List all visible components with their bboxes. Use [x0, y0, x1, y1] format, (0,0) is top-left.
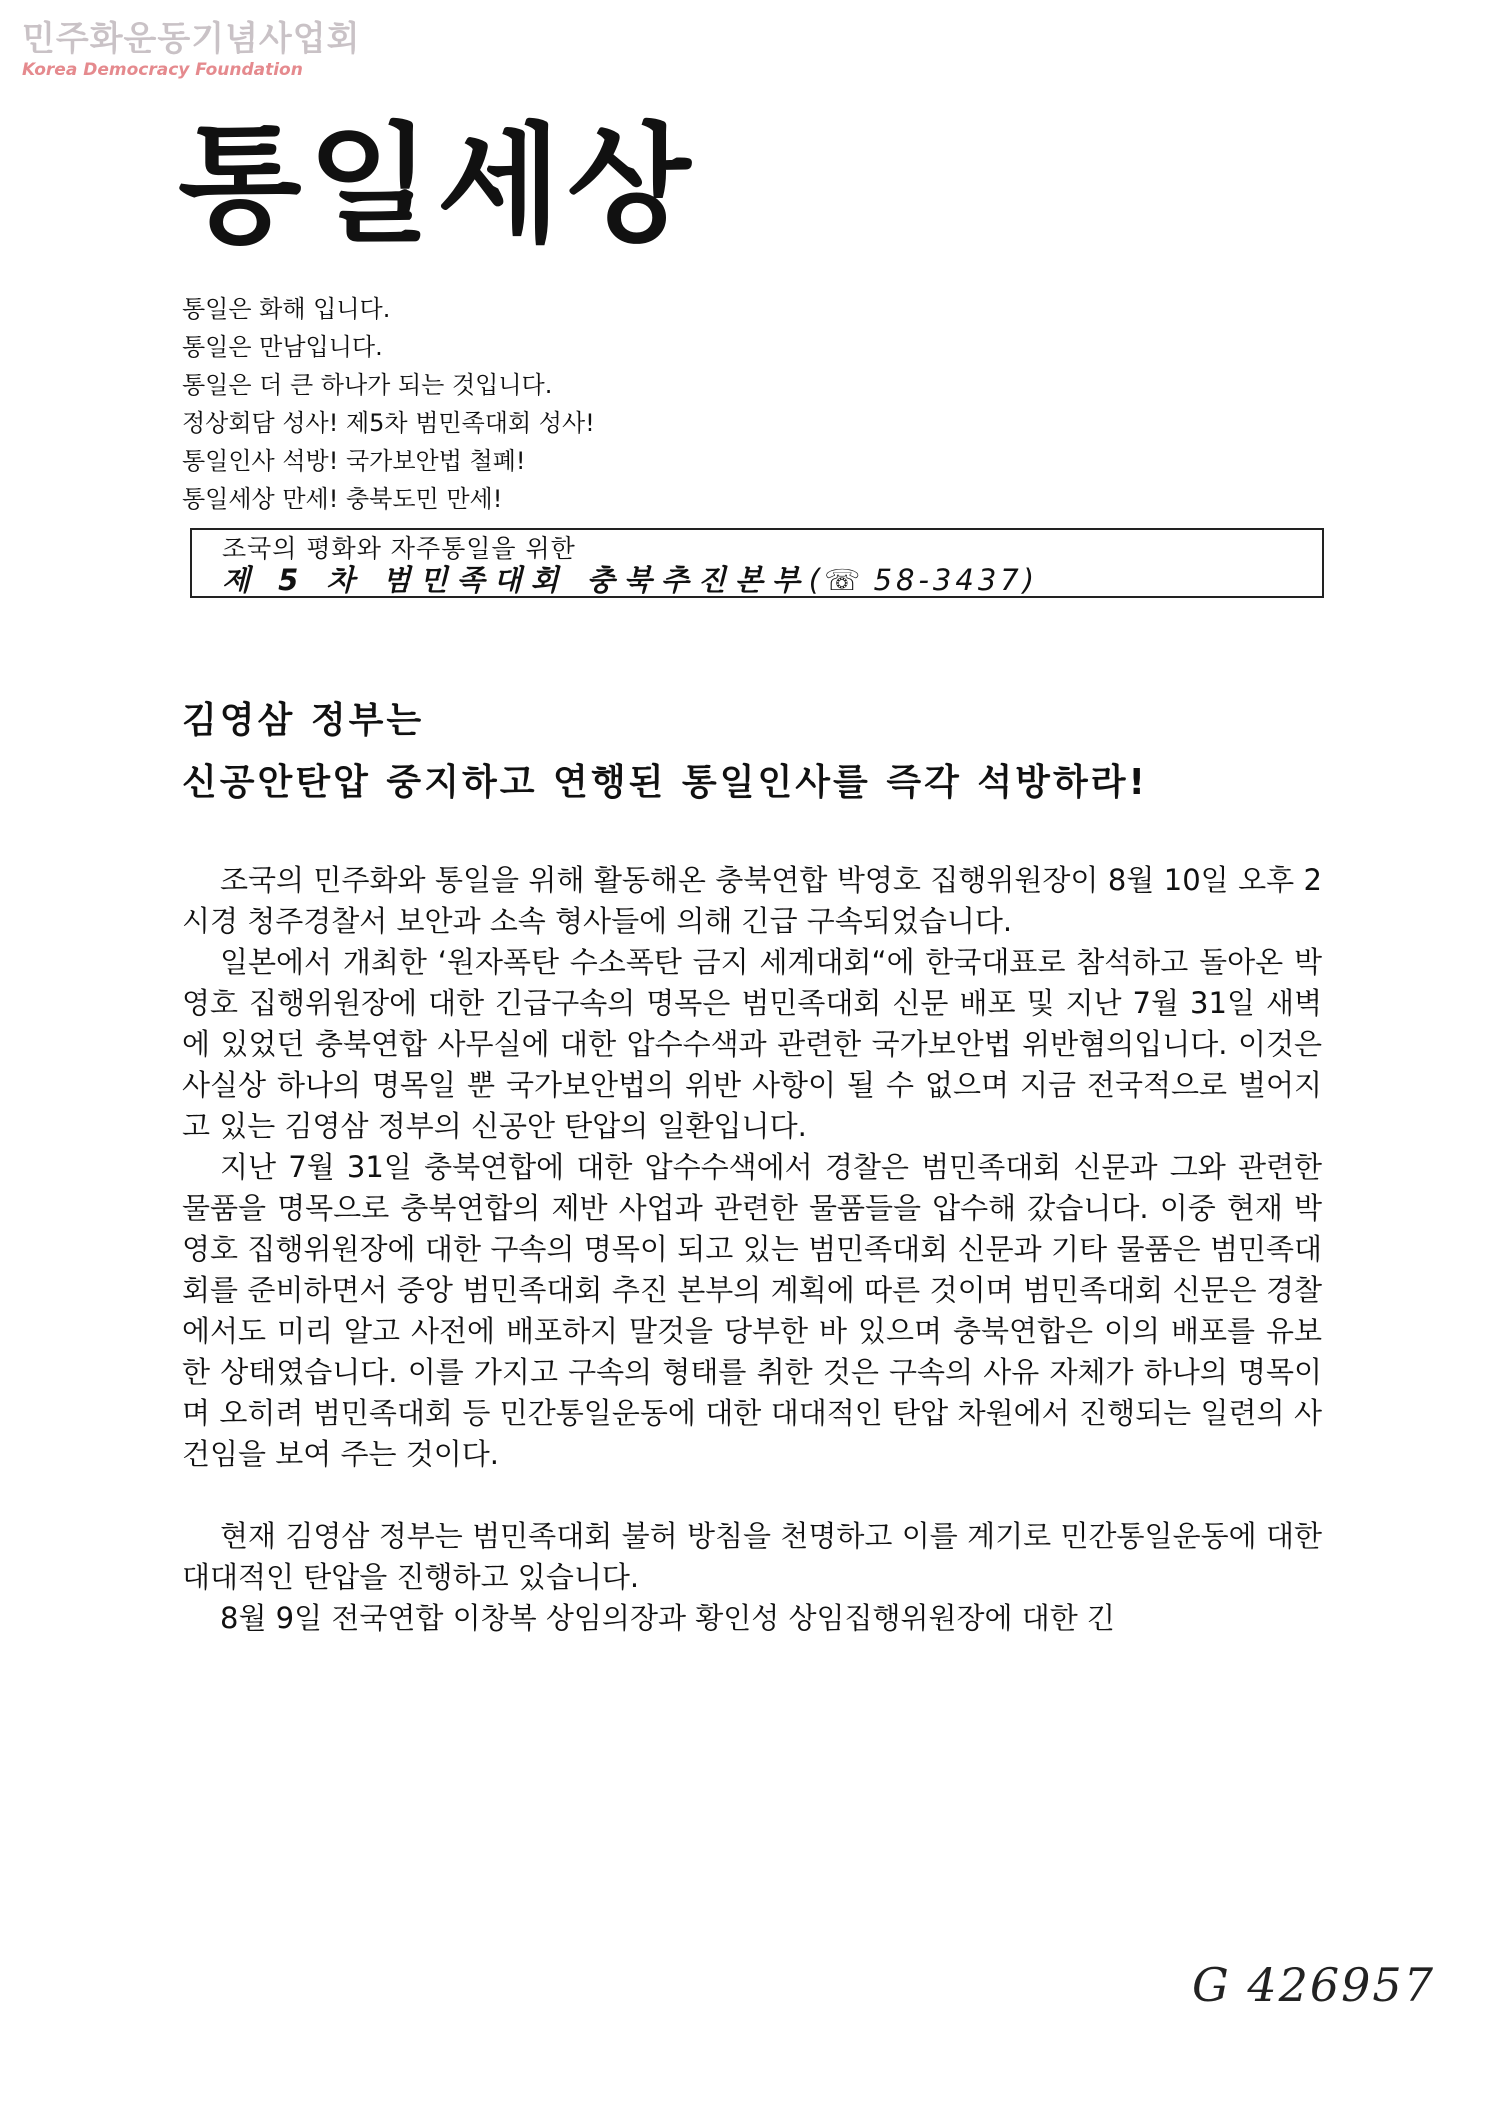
organization-phone-group: (☏ 58-3437): [808, 563, 1039, 597]
organization-name-line: [222, 564, 1322, 596]
headline-line-1: 김영삼 정부는: [182, 700, 425, 741]
slogan-line: 통일은 화해 입니다.: [182, 295, 391, 323]
body-paragraph: 일본에서 개최한 ‘원자폭탄 수소폭탄 금지 세계대회“에 한국대표로 참석하고 돌아온 박영호 집행위원장에 대한 긴급구속의 명목은 범민족대회 신문 배포 및 지난 7월 31일 새벽에 있었던 충북연합 사무실에 대한 압수수색과 관련한 국가보안법 위반혐의입니다. 이것은 사실상 하나의 명목일 뿐 국가보안법의 위반 사항이 될 수 없으며 지금 전국적으로 벌어지고 있는 김영삼 정부의 신공안 탄압의 일환입니다.: [182, 945, 1322, 1143]
organization-box: [190, 528, 1324, 598]
organization-subtitle: 조국의 평화와 자주통일을 위한: [222, 534, 576, 563]
body-text: [182, 860, 1322, 1639]
slogan-line: 통일세상 만세! 충북도민 만세!: [182, 485, 503, 513]
headline-line-2: 신공안탄압 중지하고 연행된 통일인사를 즉각 석방하라!: [182, 762, 1148, 803]
slogan-line: 통일은 더 큰 하나가 되는 것입니다.: [182, 371, 553, 399]
body-paragraph: 8월 9일 전국연합 이창복 상임의장과 황인성 상임집행위원장에 대한 긴: [220, 1601, 1116, 1635]
archive-number: G 426957: [1192, 1958, 1435, 2012]
slogan-line: 정상회담 성사! 제5차 범민족대회 성사!: [182, 409, 595, 437]
body-paragraph: 지난 7월 31일 충북연합에 대한 압수수색에서 경찰은 범민족대회 신문과 그와 관련한 물품을 명목으로 충북연합의 제반 사업과 관련한 물품들을 압수해 갔습니다. 이중 현재 박영호 집행위원장에 대한 구속의 명목이 되고 있는 범민족대회 신문과 기타 물품은 범민족대회를 준비하면서 중앙 범민족대회 추진 본부의 계획에 따른 것이며 범민족대회 신문은 경찰에서도 미리 알고 사전에 배포하지 말것을 당부한 바 있으며 충북연합은 이의 배포를 유보한 상태였습니다. 이를 가지고 구속의 형태를 취한 것은 구속의 사유 자체가 하나의 명목이며 오히려 범민족대회 등 민간통일운동에 대한 대대적인 탄압 차원에서 진행되는 일련의 사건임을 보여 주는 것이다.: [182, 1150, 1322, 1471]
phone-icon: ☏: [824, 563, 861, 597]
organization-name: 제 5 차 범민족대회 충북추진본부: [222, 563, 809, 597]
body-paragraph: 조국의 민주화와 통일을 위해 활동해온 충북연합 박영호 집행위원장이 8월 10일 오후 2시경 청주경찰서 보안과 소속 형사들에 의해 긴급 구속되었습니다.: [182, 863, 1322, 938]
slogan-line: 통일은 만남입니다.: [182, 333, 383, 361]
headline: [182, 690, 1148, 814]
watermark-english: Korea Democracy Foundation: [22, 60, 303, 80]
watermark: [22, 20, 360, 80]
body-paragraph: 현재 김영삼 정부는 범민족대회 불허 방침을 천명하고 이를 계기로 민간통일운동에 대한 대대적인 탄압을 진행하고 있습니다.: [182, 1519, 1322, 1594]
masthead-title: 통일세상: [178, 110, 697, 260]
slogan-line: 통일인사 석방! 국가보안법 철폐!: [182, 447, 526, 475]
organization-phone: 58-3437: [873, 563, 1023, 597]
watermark-korean: 민주화운동기념사업회: [22, 19, 361, 59]
slogan-list: [182, 290, 595, 518]
